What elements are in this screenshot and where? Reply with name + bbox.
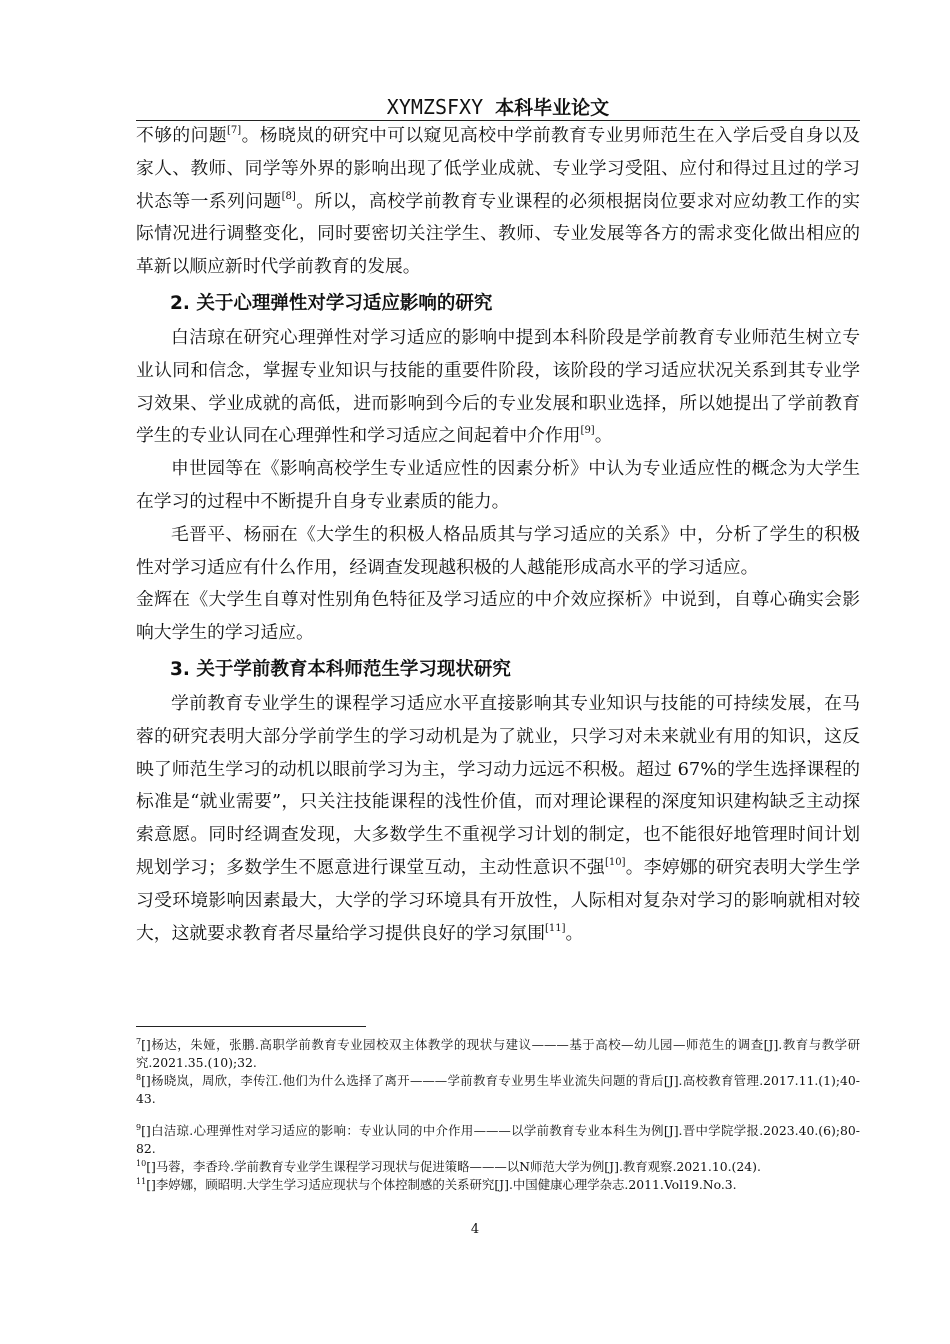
citation-mark: [8] xyxy=(281,190,296,202)
footnote xyxy=(136,1122,860,1158)
paragraph: 白洁琼在研究心理弹性对学习适应的影响中提到本科阶段是学前教育专业师范生树立专业认同和信念，掌握专业知识与技能的重要件阶段，该阶段的学习适应状况关系到其专业学习效果、学业成就的高低，进而影响到今后的专业发展和职业选择，所以她提出了学前教育学生的专业认同在心理弹性和学习适应之间起着中介作用[9]。 xyxy=(136,326,860,447)
page-number: 4 xyxy=(470,1222,480,1237)
body-text xyxy=(136,120,860,950)
footnote xyxy=(136,1158,860,1176)
footnote-number: 10 xyxy=(136,1159,147,1168)
footnote-text: []白洁琼.心理弹性对学习适应的影响：专业认同的中介作用———以学前教育专业本科生为例[J].晋中学院学报.2023.40.(6);80-82. xyxy=(136,1123,860,1156)
citation-mark: [11] xyxy=(544,922,566,934)
section-heading: 2. 关于心理弹性对学习适应影响的研究 xyxy=(170,292,493,314)
footnote-text: []马蓉，李香玲.学前教育专业学生课程学习现状与促进策略———以N师范大学为例[J].教育观察.2021.10.(24). xyxy=(146,1159,761,1174)
footnotes xyxy=(136,1036,860,1194)
citation-mark: [9] xyxy=(580,425,595,437)
header-title: 本科毕业论文 xyxy=(495,97,610,119)
footnote-text: []李婷娜，顾昭明.大学生学习适应现状与个体控制感的关系研究[J].中国健康心理学杂志.2011.Vol19.No.3. xyxy=(146,1177,737,1192)
footnote-number: 9 xyxy=(136,1123,142,1132)
footnote-text: []杨晓岚，周欣，李传江.他们为什么选择了离开———学前教育专业男生毕业流失问题的背后[J].高校教育管理.2017.11.(1);40-43. xyxy=(136,1073,860,1106)
page-header xyxy=(136,92,860,123)
paragraph: 金辉在《大学生自尊对性别角色特征及学习适应的中介效应探析》中说到，自尊心确实会影响大学生的学习适应。 xyxy=(136,589,860,644)
footnote-gap xyxy=(136,1108,860,1122)
paragraph: 毛晋平、杨丽在《大学生的积极人格品质其与学习适应的关系》中，分析了学生的积极性对学习适应有什么作用，经调查发现越积极的人越能形成高水平的学习适应。 xyxy=(136,523,860,578)
paragraph: 申世园等在《影响高校学生专业适应性的因素分析》中认为专业适应性的概念为大学生在学习的过程中不断提升自身专业素质的能力。 xyxy=(136,458,860,512)
citation-mark: [7] xyxy=(227,125,242,136)
section-heading: 3. 关于学前教育本科师范生学习现状研究 xyxy=(170,658,511,680)
footnote xyxy=(136,1072,860,1108)
footnote-number: 7 xyxy=(136,1037,142,1046)
footnote-text: []杨达，朱娅，张鹏.高职学前教育专业园校双主体教学的现状与建议———基于高校—幼儿园—师范生的调查[J].教育与教学研究.2021.35.(10);32. xyxy=(136,1037,860,1070)
paragraph: 不够的问题[7]。杨晓岚的研究中可以窥见高校中学前教育专业男师范生在入学后受自身以及家人、教师、同学等外界的影响出现了低学业成就、专业学习受阻、应付和得过且过的学习状态等一系列问题[8]。所以，高校学前教育专业课程的必须根据岗位要求对应幼教工作的实际情况进行调整变化，同时要密切关注学生、教师、专业发展等各方的需求变化做出相应的革新以顺应新时代学前教育的发展。 xyxy=(136,125,860,278)
footnote-number: 8 xyxy=(136,1073,142,1082)
footnote xyxy=(136,1176,860,1194)
paragraph: 学前教育专业学生的课程学习适应水平直接影响其专业知识与技能的可持续发展，在马蓉的研究表明大部分学前学生的学习动机是为了就业，只学习对未来就业有用的知识，这反映了师范生学习的动机以眼前学习为主，学习动力远远不积极。超过 67%的学生选择课程的标准是“就业需要”，只关注技能课程的浅性价值，而对理论课程的深度知识建构缺乏主动探索意愿。同时经调查发现，大多数学生不重视学习计划的制定，也不能很好地管理时间计划规划学习；多数学生不愿意进行课堂互动，主动性意识不强[10]。李婷娜的研究表明大学生学习受环境影响因素最大，大学的学习环境具有开放性，人际相对复杂对学习的影响就相对较大，这就要求教育者尽量给学习提供良好的学习氛围[11]。 xyxy=(136,692,860,944)
footnote xyxy=(136,1036,860,1072)
citation-mark: [10] xyxy=(604,856,626,868)
footnote-separator xyxy=(136,1026,366,1027)
header-code: XYMZSFXY xyxy=(386,95,484,119)
footnote-number: 11 xyxy=(136,1177,147,1186)
